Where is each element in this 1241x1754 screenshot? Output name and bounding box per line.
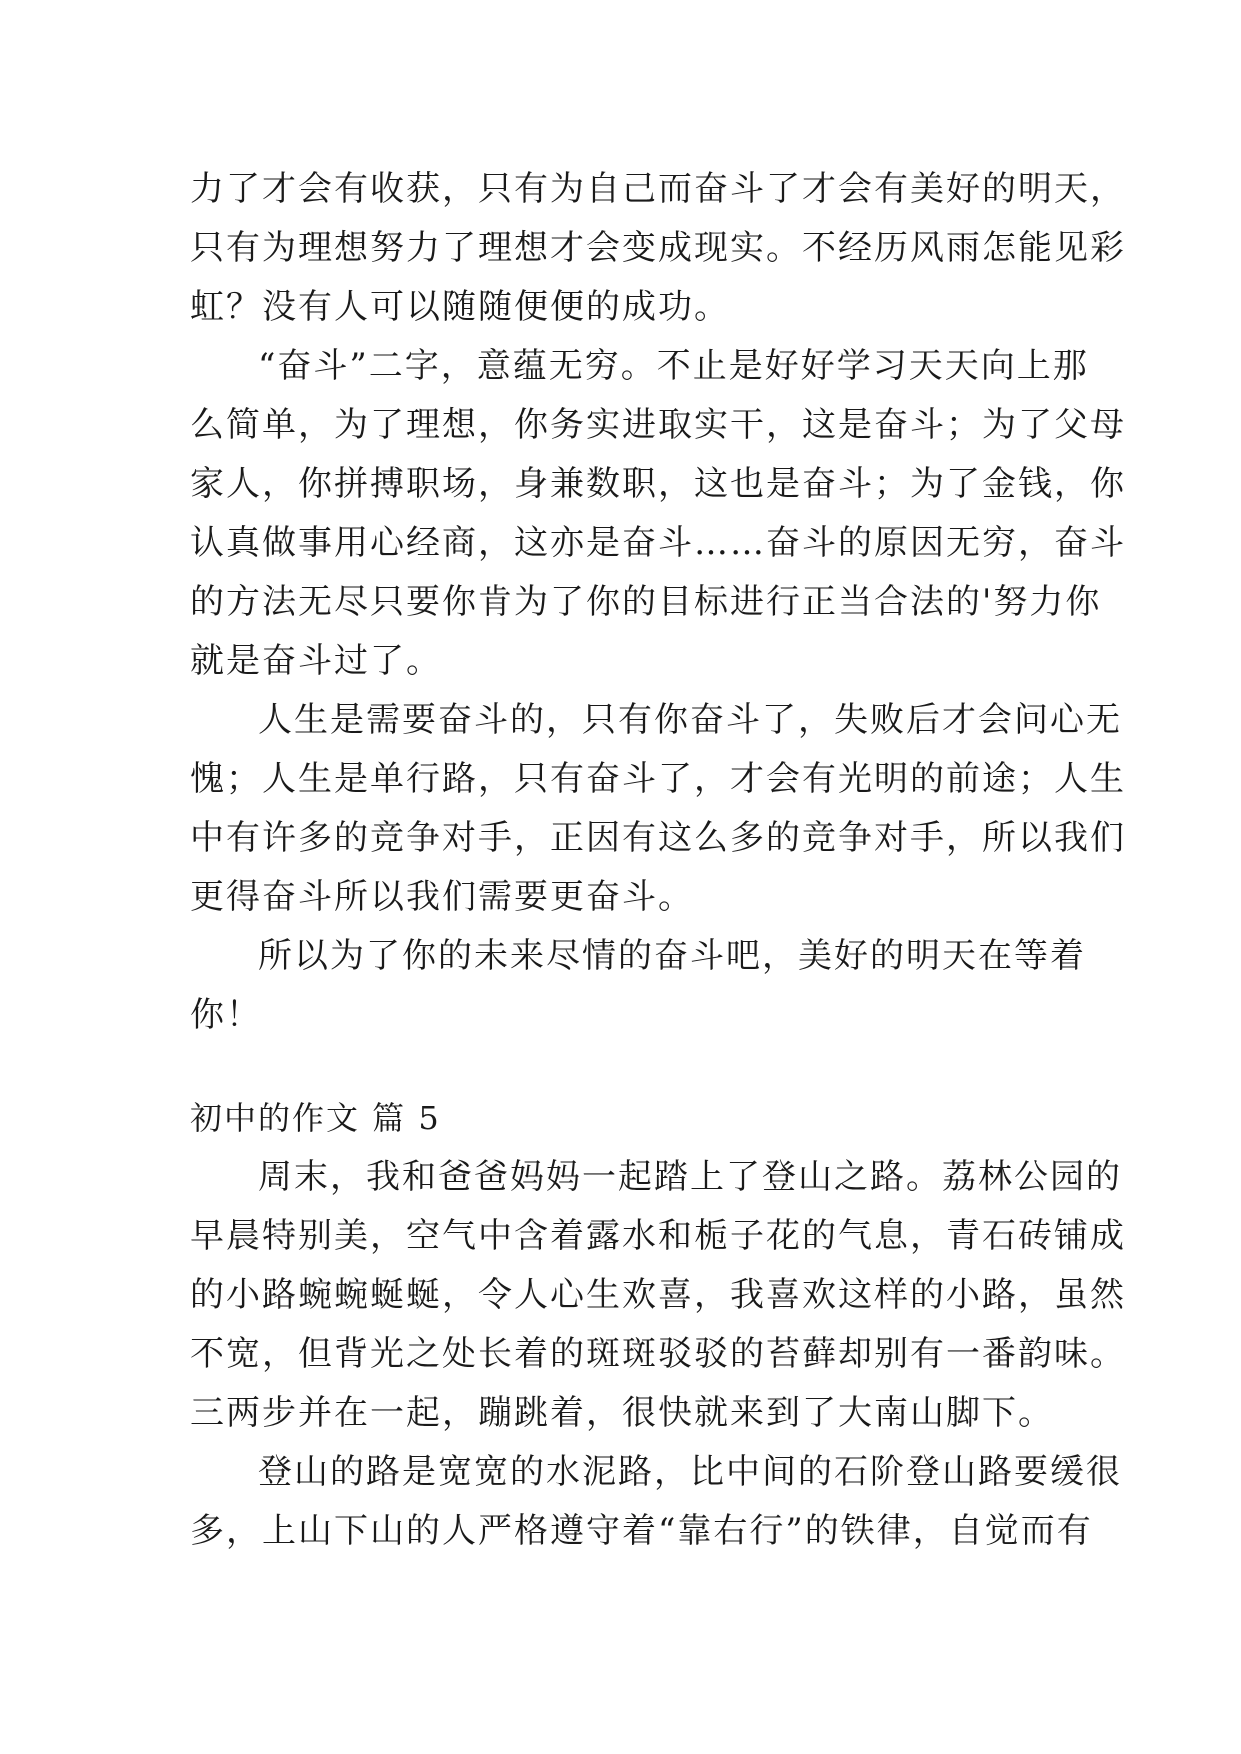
text-line: 认真做事用心经商，这亦是奋斗……奋斗的原因无穷，奋斗 [190,523,1126,563]
text-line: 愧；人生是单行路，只有奋斗了，才会有光明的前途；人生 [190,759,1126,799]
text-line: 的小路蜿蜿蜒蜒，令人心生欢喜，我喜欢这样的小路，虽然 [190,1275,1126,1315]
text-line: 周末，我和爸爸妈妈一起踏上了登山之路。荔林公园的 [258,1157,1122,1197]
text-line: 就是奋斗过了。 [190,641,442,681]
paragraph [190,1148,1126,1443]
text-line: 你！ [190,995,262,1035]
text-line: 力了才会有收获，只有为自己而奋斗了才会有美好的明天， [190,169,1126,209]
text-line: 多，上山下山的人严格遵守着“靠右行”的铁律，自觉而有 [190,1511,1093,1551]
text-line: 更得奋斗所以我们需要更奋斗。 [190,877,694,917]
text-line: 中有许多的竞争对手，正因有这么多的竞争对手，所以我们 [190,818,1126,858]
paragraph [190,337,1126,691]
text-line: “奋斗”二字，意蕴无穷。不止是好好学习天天向上那 [258,346,1089,386]
paragraph [190,927,1086,1045]
text-line: 不宽，但背光之处长着的斑斑驳驳的苔藓却别有一番韵味。 [190,1334,1126,1374]
paragraph [190,1443,1122,1561]
text-line: 早晨特别美，空气中含着露水和栀子花的气息，青石砖铺成 [190,1216,1126,1256]
text-line: 么简单，为了理想，你务实进取实干，这是奋斗；为了父母 [190,405,1126,445]
text-line: 人生是需要奋斗的，只有你奋斗了，失败后才会问心无 [258,700,1122,740]
text-line: 只有为理想努力了理想才会变成现实。不经历风雨怎能见彩 [190,228,1126,268]
text-line: 三两步并在一起，蹦跳着，很快就来到了大南山脚下。 [190,1393,1054,1433]
text-line: 登山的路是宽宽的水泥路，比中间的石阶登山路要缓很 [258,1452,1122,1492]
document-body [190,160,1126,1561]
paragraph [190,691,1126,927]
section-heading: 初中的作文 篇 5 [190,1099,441,1137]
text-line: 的方法无尽只要你肯为了你的目标进行正当合法的'努力你 [190,582,1102,622]
paragraph [190,160,1126,337]
text-line: 所以为了你的未来尽情的奋斗吧，美好的明天在等着 [258,936,1086,976]
text-line: 家人，你拼搏职场，身兼数职，这也是奋斗；为了金钱，你 [190,464,1126,504]
text-line: 虹？没有人可以随随便便的成功。 [190,287,730,327]
